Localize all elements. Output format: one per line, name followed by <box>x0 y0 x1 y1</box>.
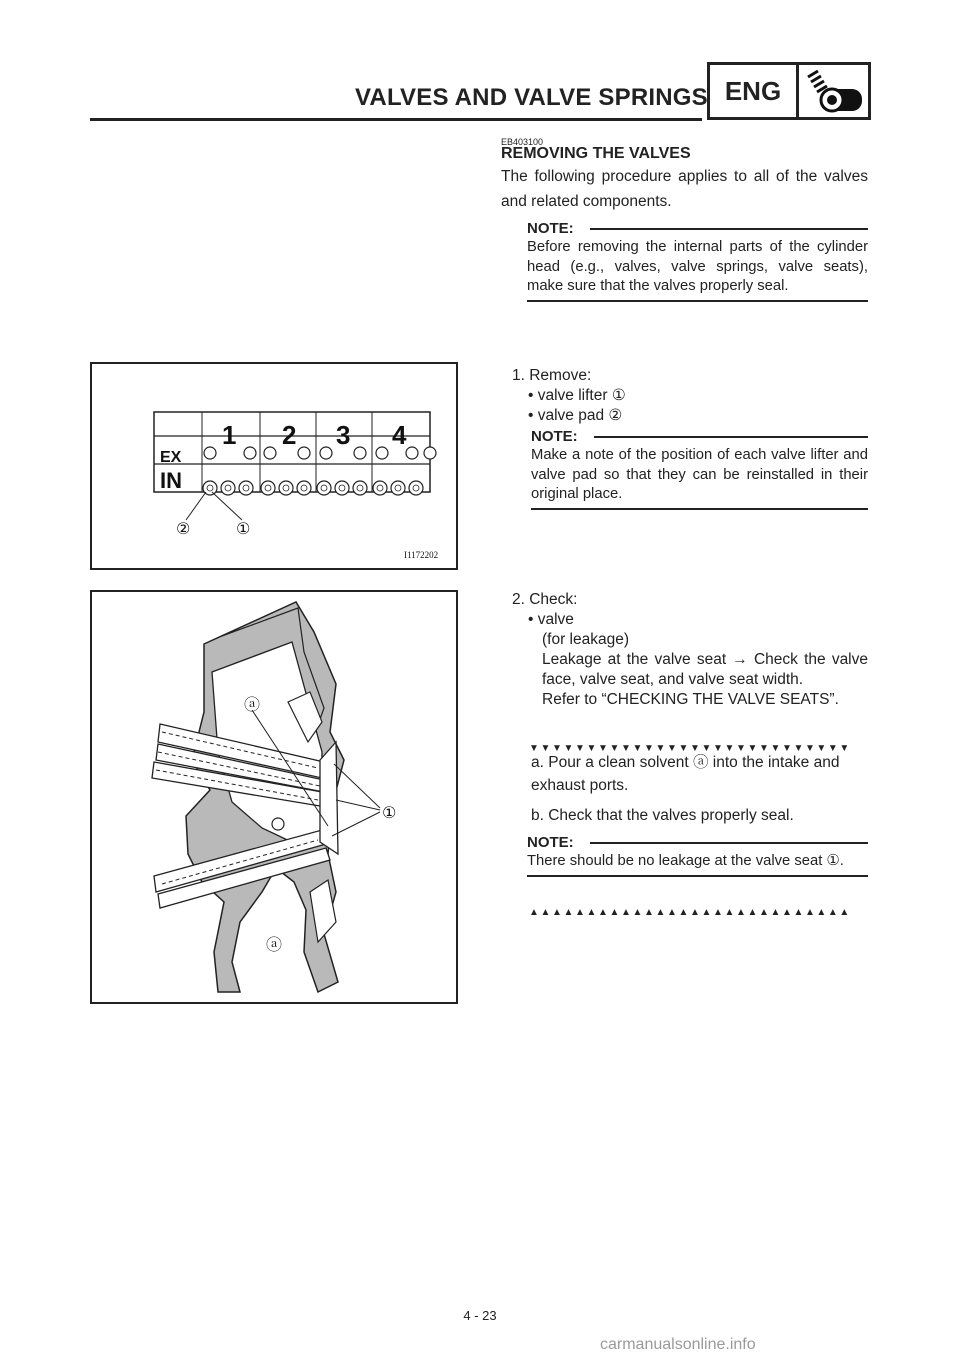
callout-a-bottom: ⓐ <box>266 935 283 954</box>
step-2 <box>512 590 868 710</box>
note-rule-top <box>590 842 868 844</box>
procedure-start-marker: ▼▼▼▼▼▼▼▼▼▼▼▼▼▼▼▼▼▼▼▼▼▼▼▼▼▼▼▼ <box>529 743 851 754</box>
cylinder-label: 2 <box>282 420 297 450</box>
section-code: EB403100 <box>501 137 544 147</box>
note-block-2 <box>531 428 868 510</box>
note-text: Make a note of the position of each valve lifter and valve pad so that they can be reinstalled in their original place. <box>531 447 868 502</box>
note-rule-top <box>594 436 868 438</box>
cylinder-label: 3 <box>336 420 351 450</box>
row-label-in: IN <box>160 468 182 493</box>
step-heading: 1. Remove: <box>512 367 592 384</box>
step-heading: 2. Check: <box>512 591 578 608</box>
step-item: • valve <box>528 611 574 628</box>
engine-wrench-icon <box>798 67 868 119</box>
callout-1: ① <box>236 519 251 538</box>
section-badge-label: ENG <box>710 65 799 117</box>
step-item-text: valve <box>537 611 574 628</box>
step-item-text: valve lifter ① <box>537 387 626 404</box>
note-text: Before removing the internal parts of the cylinder head (e.g., valves, valve springs, valve seats), make sure that the valves properly seal. <box>527 239 868 294</box>
note-rule-bottom <box>527 300 868 302</box>
note-block-3 <box>527 834 868 877</box>
note-block-1 <box>527 220 868 302</box>
procedure-end-marker: ▲▲▲▲▲▲▲▲▲▲▲▲▲▲▲▲▲▲▲▲▲▲▲▲▲▲▲▲ <box>529 907 851 918</box>
cylinder-label: 4 <box>392 420 407 450</box>
cylinder-label: 1 <box>222 420 237 450</box>
footer-watermark: carmanualsonline.info <box>600 1336 756 1353</box>
valve-cross-section-diagram <box>92 592 456 1002</box>
callout-2: ② <box>176 519 191 538</box>
page-header-title: VALVES AND VALVE SPRINGS <box>355 84 708 111</box>
figure-valve-lifter-layout <box>90 362 458 570</box>
page-number: 4 - 23 <box>463 1308 497 1323</box>
section-badge <box>707 62 871 120</box>
callout-1: ① <box>382 803 397 822</box>
step-item: • valve lifter ① <box>528 387 626 404</box>
valve-lifter-diagram <box>92 364 456 568</box>
step-1 <box>512 366 868 426</box>
note-rule-bottom <box>527 875 868 877</box>
substep-a: a. Pour a clean solvent ⓐ into the intake and exhaust ports. <box>531 754 840 794</box>
note-label: NOTE: <box>527 834 574 851</box>
substep-b: b. Check that the valves properly seal. <box>531 807 794 824</box>
step-item-text: valve pad ② <box>537 407 623 424</box>
header-rule <box>90 118 702 121</box>
note-rule-bottom <box>531 508 868 510</box>
note-rule-top <box>590 228 868 230</box>
step-item: • valve pad ② <box>528 407 623 424</box>
step-detail: Refer to “CHECKING THE VALVE SEATS”. <box>542 691 839 708</box>
row-label-ex: EX <box>160 449 182 466</box>
note-text: There should be no leakage at the valve seat ①. <box>527 853 844 869</box>
step-detail: Leakage at the valve seat → Check the valve face, valve seat, and valve seat width. <box>542 651 868 688</box>
callout-a-top: ⓐ <box>244 695 261 714</box>
intro-paragraph: The following procedure applies to all of the valves and related components. <box>501 168 868 210</box>
step-detail: (for leakage) <box>542 631 630 648</box>
figure-ref: I1172202 <box>404 550 439 560</box>
section-title: REMOVING THE VALVES <box>501 145 691 162</box>
note-label: NOTE: <box>531 428 578 445</box>
note-label: NOTE: <box>527 220 574 237</box>
figure-valve-leak-check <box>90 590 458 1004</box>
